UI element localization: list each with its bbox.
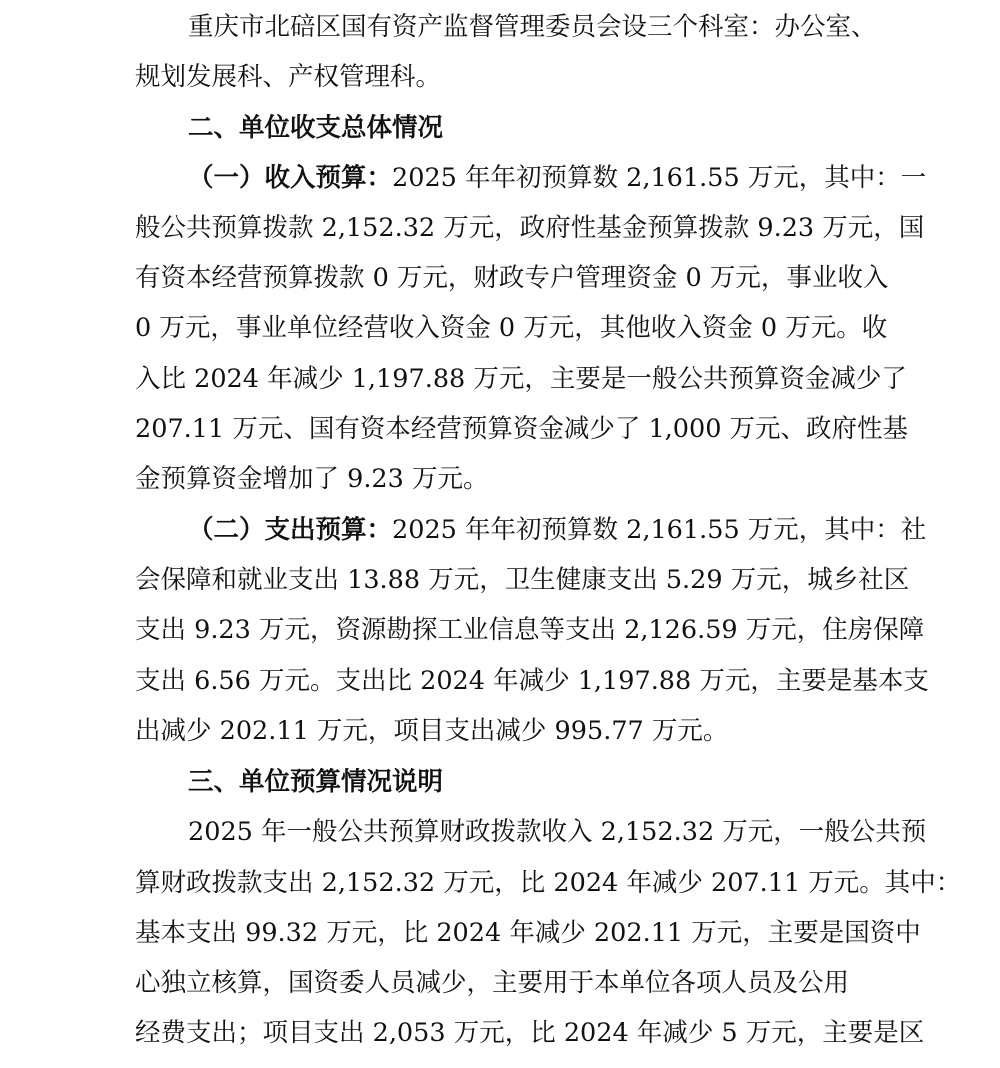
income-line-2: 般公共预算拨款 2,152.32 万元，政府性基金预算拨款 9.23 万元，国 <box>135 213 925 243</box>
expense-line-2: 会保障和就业支出 13.88 万元，卫生健康支出 5.29 万元，城乡社区 <box>135 565 910 595</box>
budget-line-5: 经费支出；项目支出 2,053 万元，比 2024 年减少 5 万元，主要是区 <box>135 1018 925 1048</box>
budget-line-2: 算财政拨款支出 2,152.32 万元，比 2024 年减少 207.11 万元。其中： <box>135 868 962 898</box>
expense-line-1 <box>188 515 927 565</box>
intro-line-2: 规划发展科、产权管理科。 <box>135 62 442 92</box>
income-line-1 <box>188 163 927 213</box>
budget-line-1: 2025 年一般公共预算财政拨款收入 2,152.32 万元，一般公共预 <box>188 817 927 847</box>
income-label: （一）收入预算： <box>188 163 393 193</box>
income-line-1-text: 2025 年年初预算数 2,161.55 万元，其中：一 <box>392 163 927 193</box>
income-line-7: 金预算资金增加了 9.23 万元。 <box>135 464 489 494</box>
expense-line-3: 支出 9.23 万元，资源勘探工业信息等支出 2,126.59 万元，住房保障 <box>135 615 925 645</box>
section-heading-3: 三、单位预算情况说明 <box>188 767 444 797</box>
section-heading-2: 二、单位收支总体情况 <box>188 113 444 143</box>
income-line-3: 有资本经营预算拨款 0 万元，财政专户管理资金 0 万元，事业收入 <box>135 263 889 293</box>
budget-line-4: 心独立核算，国资委人员减少，主要用于本单位各项人员及公用 <box>135 968 850 998</box>
income-line-4: 0 万元，事业单位经营收入资金 0 万元，其他收入资金 0 万元。收 <box>135 313 888 343</box>
expense-label: （二）支出预算： <box>188 515 393 545</box>
income-line-6: 207.11 万元、国有资本经营预算资金减少了 1,000 万元、政府性基 <box>135 414 909 444</box>
expense-line-5: 出减少 202.11 万元，项目支出减少 995.77 万元。 <box>135 716 729 746</box>
intro-line-1: 重庆市北碚区国有资产监督管理委员会设三个科室：办公室、 <box>188 12 877 42</box>
income-line-5: 入比 2024 年减少 1,197.88 万元，主要是一般公共预算资金减少了 <box>135 364 907 394</box>
expense-line-4: 支出 6.56 万元。支出比 2024 年减少 1,197.88 万元，主要是基本支 <box>135 666 929 696</box>
expense-line-1-text: 2025 年年初预算数 2,161.55 万元，其中：社 <box>392 515 927 545</box>
budget-line-3: 基本支出 99.32 万元，比 2024 年减少 202.11 万元，主要是国资中 <box>135 918 921 948</box>
